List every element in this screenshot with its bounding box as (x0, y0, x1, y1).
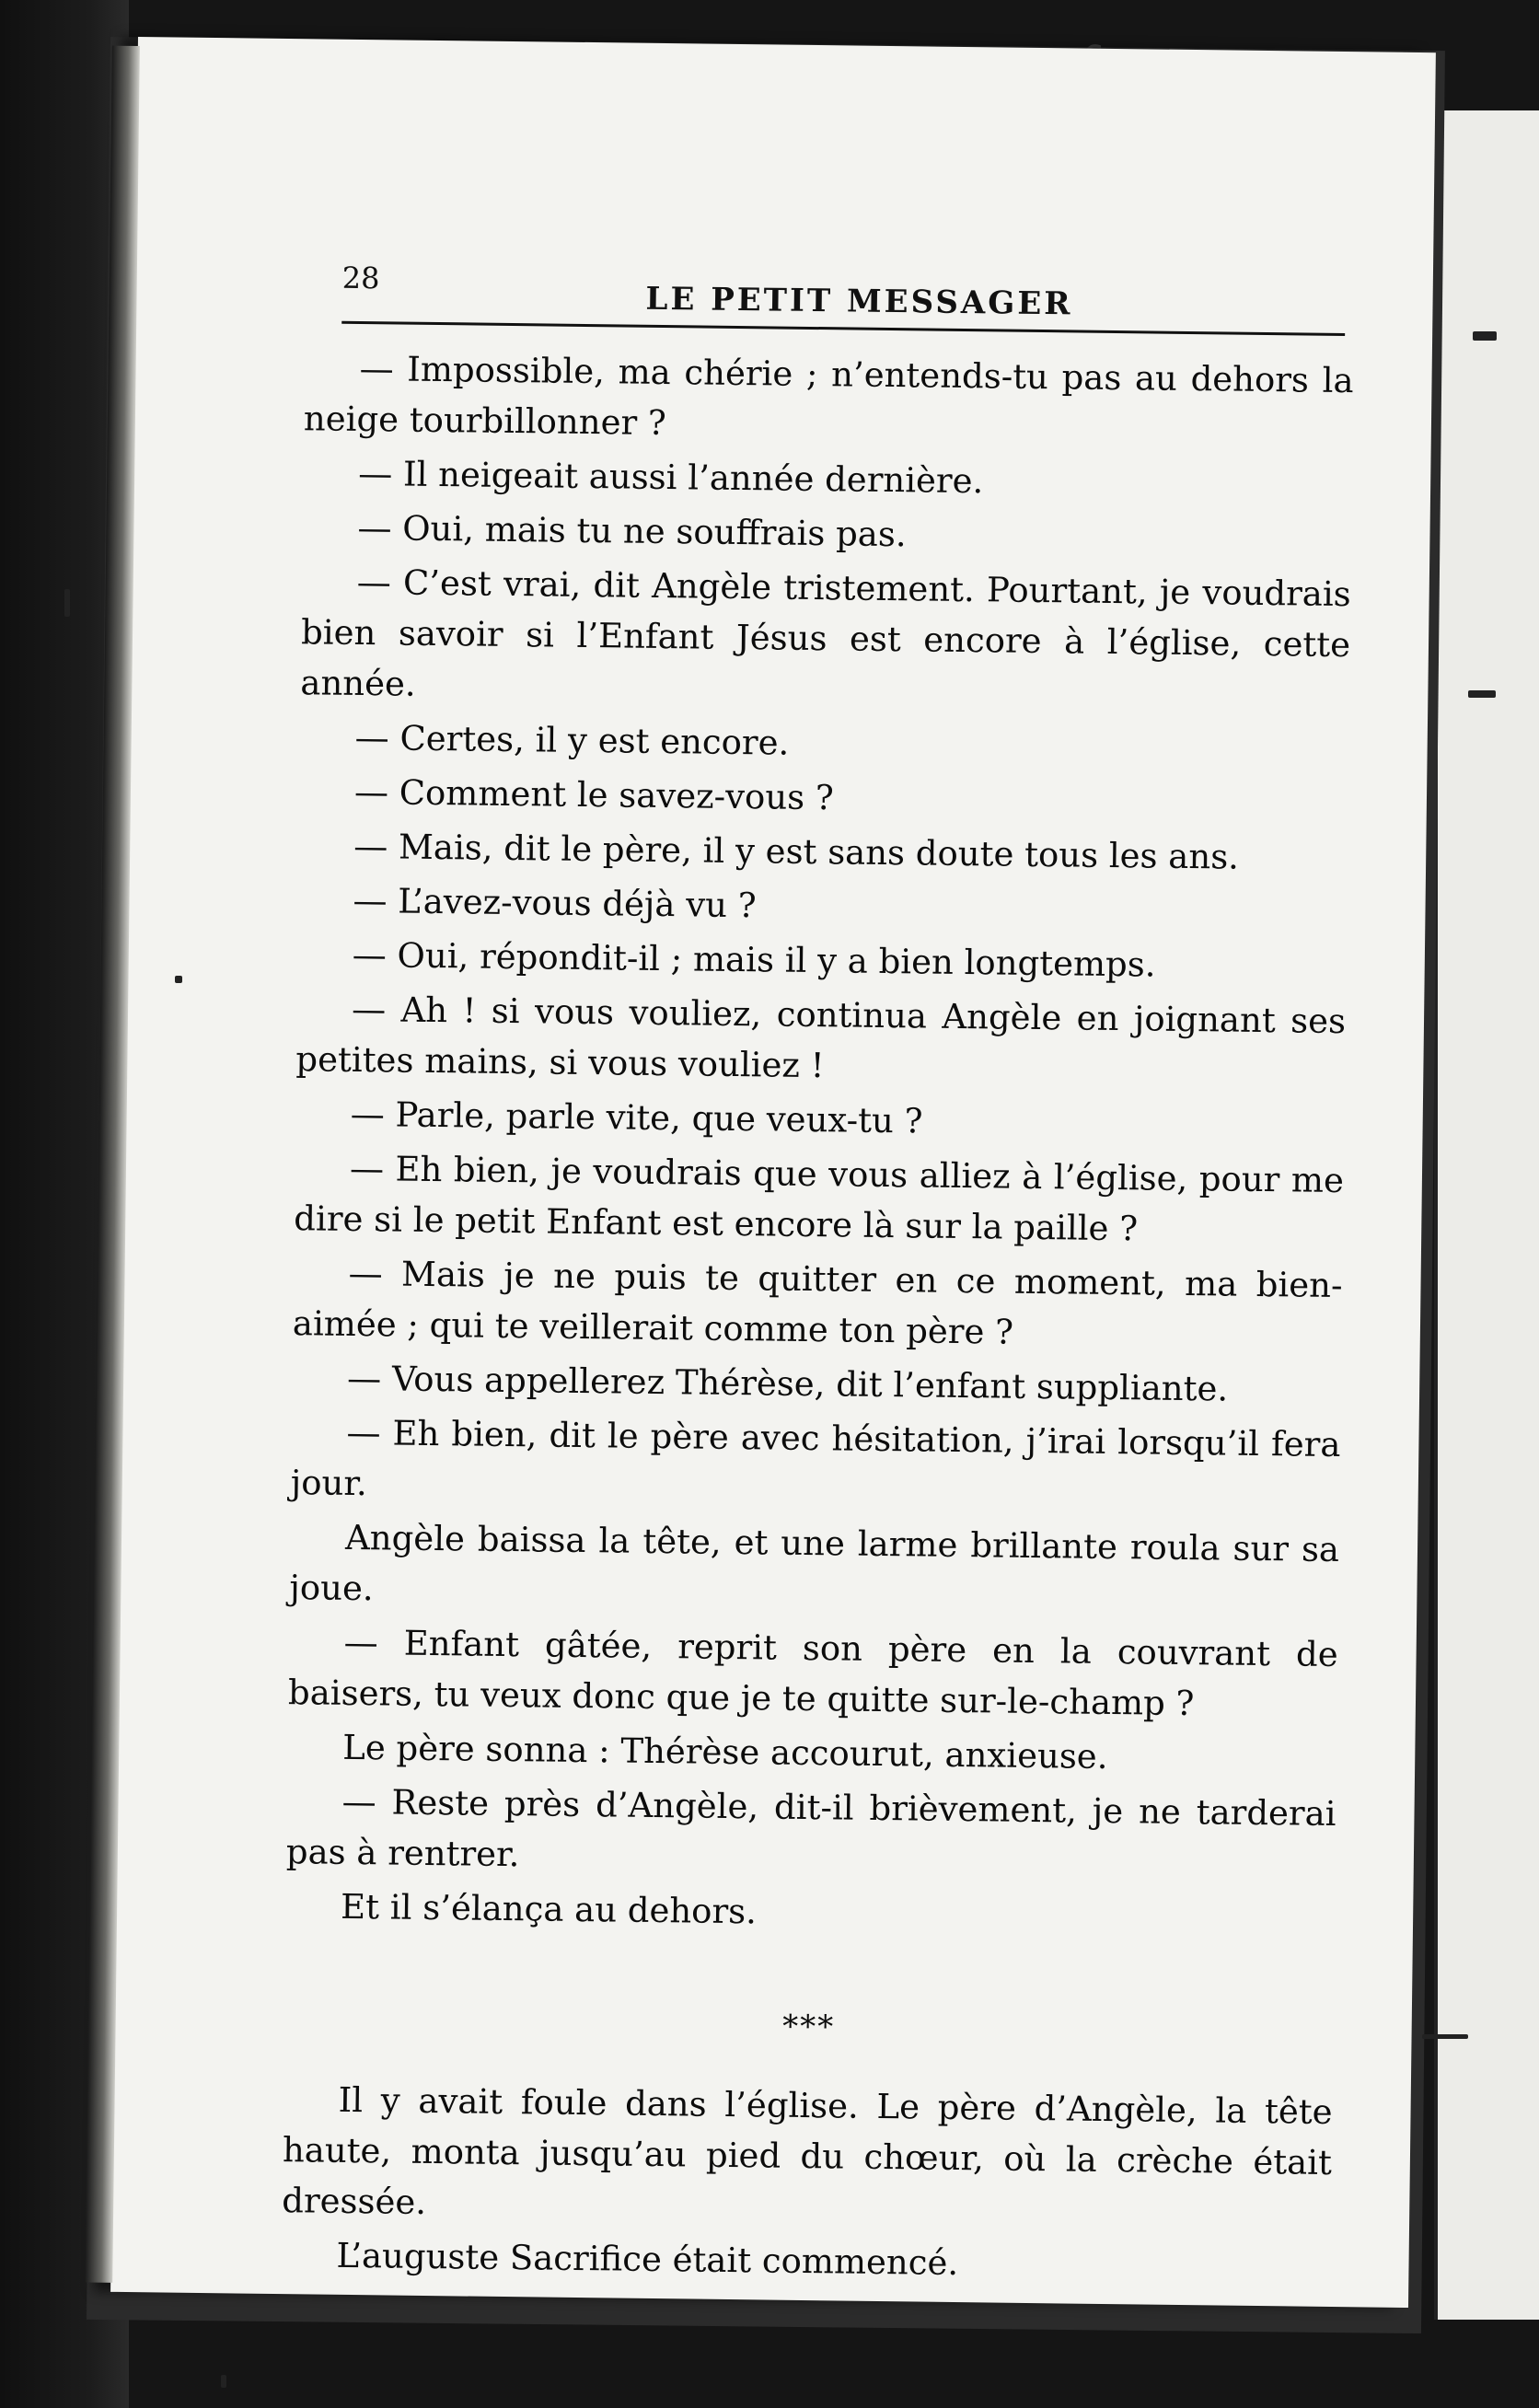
paragraph: — Mais je ne puis te quitter en ce moment, ma bien-aimée ; qui te veillerait comme ton père ? (292, 1253, 1343, 1352)
paragraph: — Reste près d’Angèle, dit-il brièvement, je ne tarderai pas à rentrer. (285, 1781, 1336, 1875)
header-rule (341, 321, 1345, 336)
paragraph: — Certes, il y est encore. (354, 717, 790, 763)
paragraph: Le père sonna : Thérèse accourut, anxieuse. (342, 1727, 1108, 1777)
paragraph: Il y avait foule dans l’église. Le père d’Angèle, la tête haute, monta jusqu’au pied du chœur, où la crèche était dressée. (282, 2079, 1333, 2222)
page-header (341, 260, 1355, 337)
paragraph: — Ah ! si vous vouliez, continua Angèle en joignant ses petites mains, si vous vouliez ! (295, 989, 1347, 1086)
paragraph: — Il neigeait aussi l’année dernière. (357, 453, 984, 502)
paragraph: — Eh bien, dit le père avec hésitation, j’irai lorsqu’il fera jour. (290, 1412, 1341, 1504)
paragraph: — Impossible, ma chérie ; n’entends-tu pas au dehors la neige tourbillonner ? (303, 348, 1354, 444)
paragraph: — Mais, dit le père, il y est sans doute tous les ans. (353, 826, 1240, 877)
paragraph: — L’avez-vous déjà vu ? (353, 880, 757, 926)
section-ornament: *** (781, 2008, 836, 2046)
paragraph: — Comment le savez-vous ? (353, 771, 835, 818)
paragraph: — Oui, mais tu ne souffrais pas. (357, 507, 907, 555)
running-title: LE PETIT MESSAGER (645, 280, 1073, 323)
paragraph: — Eh bien, je voudrais que vous alliez à l’église, pour me dire si le petit Enfant est encore là sur la paille ? (294, 1148, 1345, 1249)
body-text (281, 342, 1354, 2297)
page-number: 28 (341, 260, 380, 296)
paragraph: — Parle, parle vite, que veux-tu ? (350, 1094, 923, 1141)
paragraph: Et il s’élança au dehors. (340, 1886, 758, 1932)
adjacent-page-edge (1434, 110, 1539, 2320)
paragraph: — Oui, répondit-il ; mais il y a bien longtemps. (352, 934, 1156, 985)
paragraph: — Enfant gâtée, reprit son père en la couvrant de baisers, tu veux donc que je te quitte sur-le-champ ? (287, 1622, 1338, 1724)
book-page (110, 37, 1436, 2308)
paragraph: — C’est vrai, dit Angèle tristement. Pourtant, je voudrais bien savoir si l’Enfant Jésus est encore à l’église, cette année. (300, 561, 1351, 704)
paragraph: L’auguste Sacrifice était commencé. (336, 2235, 959, 2284)
paragraph: Angèle baissa la tête, et une larme brillante roula sur sa joue. (289, 1517, 1340, 1609)
paragraph: — Vous appellerez Thérèse, dit l’enfant suppliante. (346, 1358, 1229, 1409)
